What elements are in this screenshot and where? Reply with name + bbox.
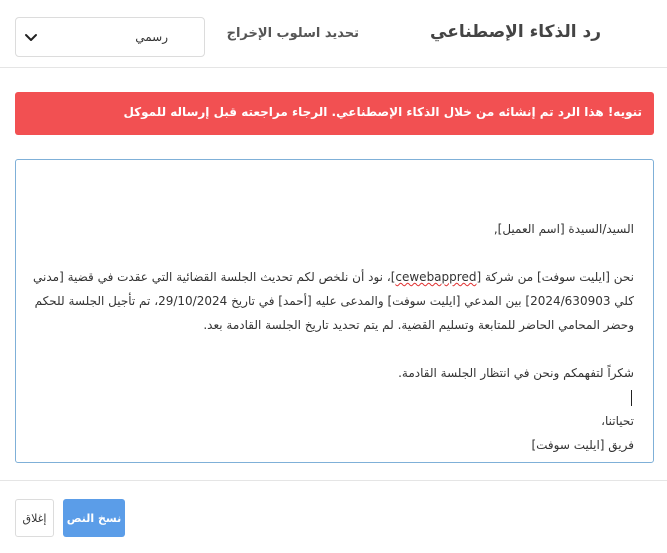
editor-content[interactable] — [29, 217, 634, 457]
text-caret-line — [29, 385, 634, 409]
editor-body-paragraph — [29, 265, 634, 337]
editor-thanks: شكراً لتفهمكم ونحن في انتظار الجلسة القادمة. — [398, 366, 634, 380]
response-text-editor[interactable] — [15, 159, 654, 463]
copy-text-button[interactable]: نسخ النص — [63, 499, 125, 537]
chevron-down-icon — [24, 30, 38, 44]
body-text-part2: ]، نود أن نلخص لكم تحديث الجلسة القضائية التي عقدت في قضية [مدني كلي 2024/630903] بين المدعي [ايليت سوفت] والمدعى عليه [أحمد] في تاريخ 29/10/2024، تم تأجيل الجلسة للحكم وحضر المحامي الحاضر للمتابعة وتسليم القضية. لم يتم تحديد تاريخ الجلسة القادمة بعد. — [33, 270, 634, 332]
close-button[interactable]: إغلاق — [15, 499, 54, 537]
text-caret — [631, 390, 632, 406]
output-style-label: تحديد اسلوب الإخراج — [226, 26, 359, 41]
editor-signature: فريق [ايليت سوفت] — [531, 438, 634, 452]
alert-text: تنويه! هذا الرد تم إنشائه من خلال الذكاء الإصطناعي. الرجاء مراجعته قبل إرساله للموكل — [123, 105, 642, 119]
ai-warning-alert — [15, 92, 654, 135]
modal-footer — [0, 480, 667, 553]
output-style-value: رسمي — [135, 30, 168, 44]
modal-title: رد الذكاء الإصطناعي — [430, 22, 601, 42]
modal-header — [0, 0, 667, 68]
editor-greeting: السيد/السيدة [اسم العميل], — [493, 222, 634, 236]
output-style-select[interactable] — [15, 17, 205, 57]
editor-closing: تحياتنا، — [601, 414, 634, 428]
spellcheck-flagged-word: cewebappred — [395, 270, 477, 284]
body-text-part1: نحن [ايليت سوفت] من شركة [ — [476, 270, 634, 284]
